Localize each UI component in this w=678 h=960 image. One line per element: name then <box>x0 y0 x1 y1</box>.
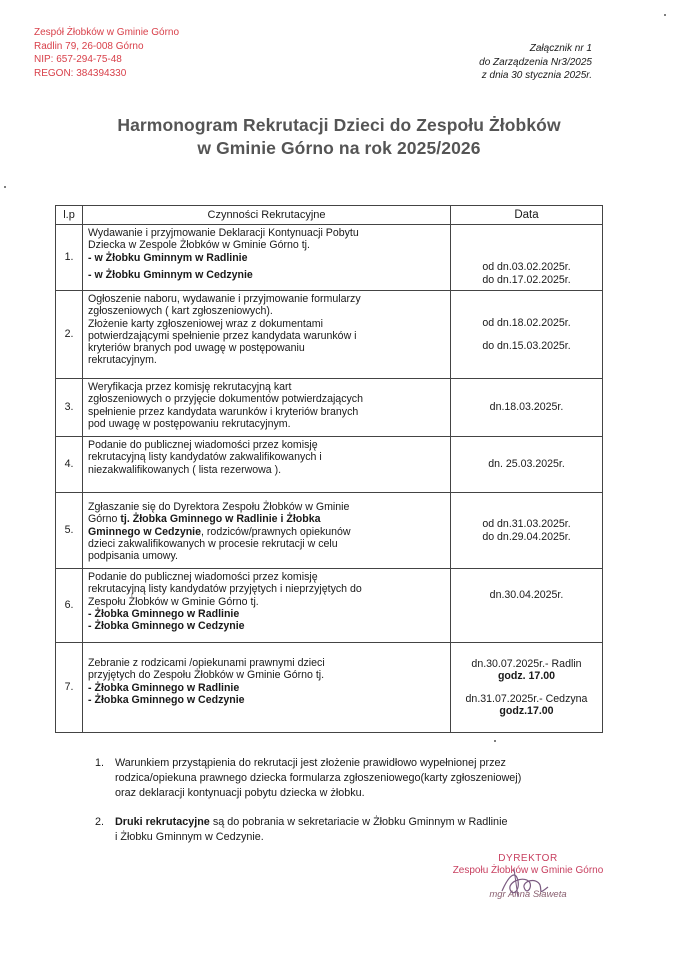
row-number: 2. <box>56 291 83 379</box>
notes-list <box>95 756 615 859</box>
activity-line: Złożenie karty zgłoszeniowej wraz z dokumentami <box>88 317 323 330</box>
stamp-line: NIP: 657-294-75-48 <box>34 54 122 65</box>
row-number: 7. <box>56 643 83 733</box>
date-line: do dn.29.04.2025r. <box>482 530 571 543</box>
note-line: oraz deklaracji kontynuacji pobytu dziecka w żłobku. <box>115 787 365 799</box>
row-date <box>451 225 603 291</box>
title-line-2: w Gminie Górno na rok 2025/2026 <box>197 138 481 158</box>
activity-line: spełnienie przez kandydata warunków i kryteriów branych <box>88 405 359 418</box>
row-number: 3. <box>56 379 83 437</box>
row-number: 5. <box>56 493 83 569</box>
activity-line: - Żłobka Gminnego w Cedzynie <box>88 693 245 706</box>
row-number: 4. <box>56 437 83 493</box>
activity-line: rekrutacyjnym. <box>88 354 157 367</box>
table-row <box>56 225 603 291</box>
attachment-line: Załącznik nr 1 <box>529 43 592 54</box>
date-line: dn.30.04.2025r. <box>489 589 564 601</box>
date-line: dn.18.03.2025r. <box>489 401 564 414</box>
activity-line: - w Żłobku Gminnym w Cedzynie <box>88 268 253 281</box>
row-activity <box>83 379 451 437</box>
activity-line: - Żłobka Gminnego w Radlinie <box>88 607 240 620</box>
activity-line: pod uwagę w postępowaniu rekrutacyjnym. <box>88 417 291 430</box>
note-number: 2. <box>95 816 105 828</box>
date-line: dn.30.07.2025r.- Radlin <box>471 657 582 670</box>
activity-line: kryteriów branych pod uwagę w postępowaniu <box>88 342 305 355</box>
row-date <box>451 643 603 733</box>
note-line: Warunkiem przystąpienia do rekrutacji jest złożenie prawidłowo wypełnionej przez <box>115 757 506 769</box>
signature-name: mgr Anna Sławeta <box>489 889 567 900</box>
row-date <box>451 569 603 643</box>
attachment-line: z dnia 30 stycznia 2025r. <box>481 70 592 81</box>
attachment-line: do Zarządzenia Nr3/2025 <box>479 56 592 68</box>
signature-role: DYREKTOR <box>498 853 558 864</box>
row-activity <box>83 493 451 569</box>
note-line: i Żłobku Gminnym w Cedzynie. <box>115 831 264 843</box>
activity-line: Gminnego w Cedzynie, rodziców/prawnych opiekunów <box>88 525 351 538</box>
note-number: 1. <box>95 757 105 769</box>
signature-org: Zespołu Żłobków w Gminie Górno <box>452 865 604 876</box>
table-header-row <box>56 206 603 225</box>
note-item <box>95 756 615 801</box>
header-number: l.p <box>56 206 83 225</box>
date-line: dn. 25.03.2025r. <box>488 458 565 471</box>
row-activity <box>83 291 451 379</box>
scan-speck <box>4 186 6 188</box>
activity-line: Dziecka w Zespole Żłobków w Gminie Górno tj. <box>88 239 310 252</box>
activity-line: rekrutacyjną listy kandydatów zakwalifikowanych i <box>88 451 322 464</box>
activity-line: - w Żłobku Gminnym w Radlinie <box>88 251 248 264</box>
activity-line: rekrutacyjną listy kandydatów przyjętych i nieprzyjętych do <box>88 583 362 596</box>
attachment-note <box>479 42 592 83</box>
header-activity: Czynności Rekrutacyjne <box>83 206 451 225</box>
handwritten-signature-icon <box>496 867 556 901</box>
date-line: godz. 17.00 <box>497 670 556 683</box>
activity-line: Podanie do publicznej wiadomości przez komisję <box>88 571 318 583</box>
activity-line: dzieci zakwalifikowanych w procesie rekrutacji w celu <box>88 537 338 550</box>
activity-line: przyjętych do Zespołu Żłobków w Gminie Górno tj. <box>88 669 325 682</box>
title-line-1: Harmonogram Rekrutacji Dzieci do Zespołu Żłobków <box>117 115 561 135</box>
activity-line: - Żłobka Gminnego w Cedzynie <box>88 620 245 633</box>
table-row <box>56 379 603 437</box>
activity-line: Weryfikacja przez komisję rekrutacyjną kart <box>88 381 292 393</box>
row-date <box>451 291 603 379</box>
date-line: od dn.03.02.2025r. <box>482 261 571 274</box>
row-date <box>451 379 603 437</box>
date-line: godz.17.00 <box>499 704 554 717</box>
activity-line: Ogłoszenie naboru, wydawanie i przyjmowanie formularzy <box>88 293 361 305</box>
note-item <box>95 815 615 845</box>
row-number: 1. <box>56 225 83 291</box>
activity-line: Zespołu Żłobków w Gminie Górno tj. <box>88 595 259 608</box>
note-line <box>115 815 615 830</box>
row-activity <box>83 569 451 643</box>
recruitment-schedule-table <box>55 205 603 733</box>
activity-line: - Żłobka Gminnego w Radlinie <box>88 681 240 694</box>
activity-line: zgłoszeniowych ( kart zgłoszeniowych). <box>88 305 273 318</box>
stamp-line: REGON: 384394330 <box>34 67 127 79</box>
note-text: są do pobrania w sekretariacie w Żłobku Gminnym w Radlinie <box>209 816 508 828</box>
row-date <box>451 437 603 493</box>
row-activity <box>83 437 451 493</box>
director-signature-stamp <box>448 853 608 901</box>
table-row <box>56 437 603 493</box>
stamp-line: Radlin 79, 26-008 Górno <box>34 40 144 52</box>
note-bold-lead: Druki rekrutacyjne <box>115 816 210 828</box>
date-line: do dn.15.03.2025r. <box>482 339 571 352</box>
scan-speck <box>494 740 496 742</box>
date-line: od dn.31.03.2025r. <box>482 518 571 531</box>
activity-line: podpisania umowy. <box>88 550 178 563</box>
table-row <box>56 569 603 643</box>
activity-line: Górno tj. Żłobka Gminnego w Radlinie i Żłobka <box>88 513 321 526</box>
date-line: dn.31.07.2025r.- Cedzyna <box>465 692 588 705</box>
activity-line: Zgłaszanie się do Dyrektora Zespołu Żłobków w Gminie <box>88 501 350 513</box>
row-activity <box>83 225 451 291</box>
activity-line: Zebranie z rodzicami /opiekunami prawnymi dzieci <box>88 657 325 669</box>
date-line: od dn.18.02.2025r. <box>482 317 571 330</box>
table-row <box>56 643 603 733</box>
row-number: 6. <box>56 569 83 643</box>
activity-line: Wydawanie i przyjmowanie Deklaracji Kontynuacji Pobytu <box>88 227 359 239</box>
activity-line: Podanie do publicznej wiadomości przez komisję <box>88 439 318 451</box>
institution-stamp <box>34 26 179 80</box>
date-line: do dn.17.02.2025r. <box>482 273 571 286</box>
note-line: rodzica/opiekuna prawnego dziecka formularza zgłoszeniowego(karty zgłoszeniowej) <box>115 772 522 784</box>
scan-speck <box>664 14 666 16</box>
row-date <box>451 493 603 569</box>
activity-line: niezakwalifikowanych ( lista rezerwowa ). <box>88 463 282 476</box>
header-date: Data <box>451 206 603 225</box>
activity-line: potwierdzającymi spełnienie przez kandydata warunków i <box>88 329 357 342</box>
stamp-line: Zespół Żłobków w Gminie Górno <box>34 27 180 38</box>
table-row <box>56 493 603 569</box>
row-activity <box>83 643 451 733</box>
document-title <box>0 114 678 160</box>
activity-line: zgłoszeniowych o przyjęcie dokumentów potwierdzających <box>88 393 363 406</box>
table-row <box>56 291 603 379</box>
